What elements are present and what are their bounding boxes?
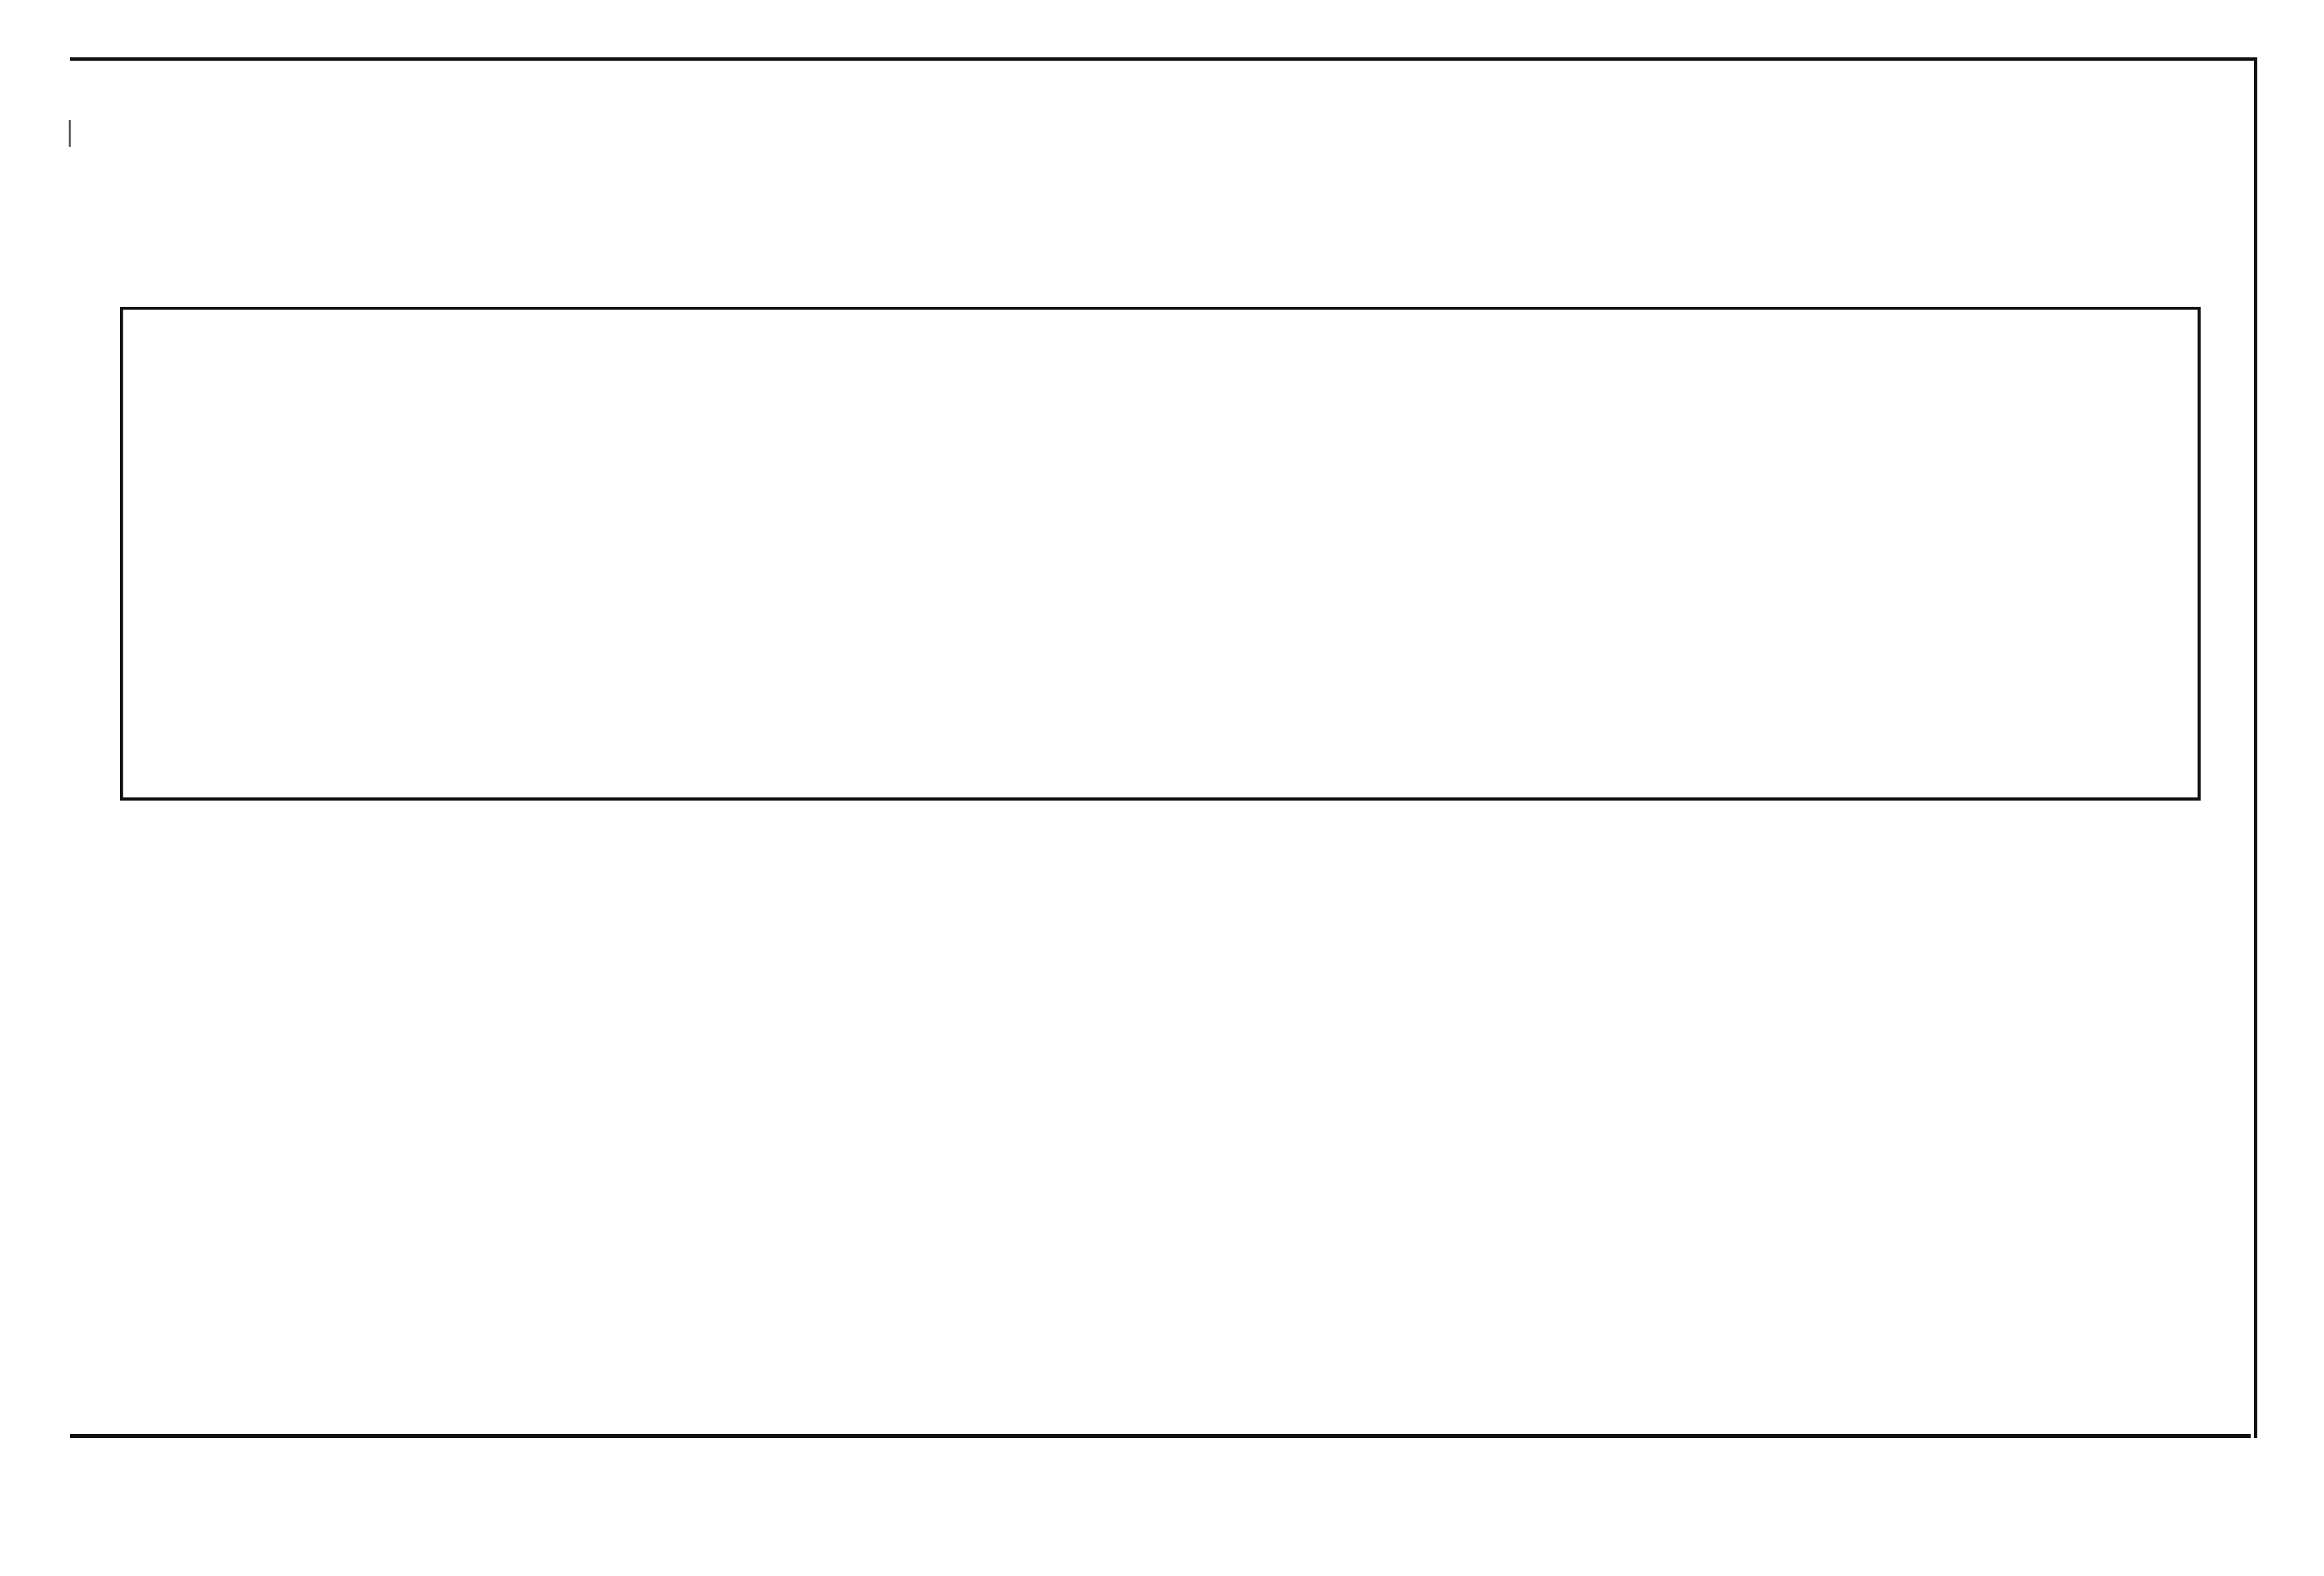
table-border: [121, 308, 2199, 799]
schedule-table: [120, 307, 2201, 810]
figure-caption: [287, 1074, 2087, 1127]
frame-top-line: [70, 57, 2257, 61]
frame-right-line: [2254, 57, 2257, 1438]
frame-left-tick: [69, 120, 71, 147]
frame-bottom-line: [70, 1434, 2251, 1438]
